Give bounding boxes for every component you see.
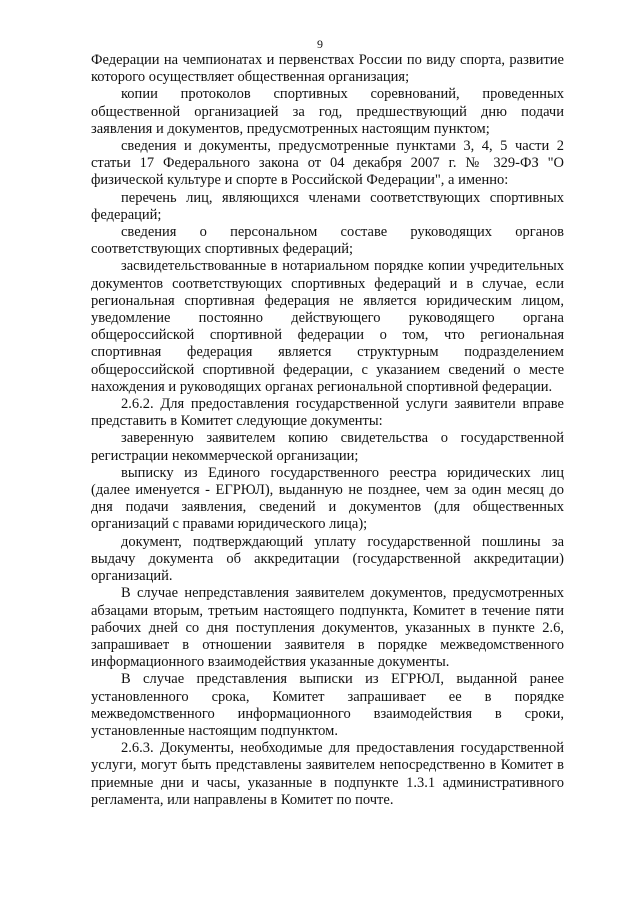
- paragraph-egrul-extract: выписку из Единого государственного реестра юридических лиц (далее именуется - ЕГРЮЛ), выданную не позднее, чем за один месяц до дня подачи заявления, сведений и документов (для общественных организаций с правами юридического лица);: [91, 464, 564, 533]
- paragraph-registration-certificate: заверенную заявителем копию свидетельства о государственной регистрации некоммерческой организации;: [91, 430, 564, 464]
- paragraph-members-list: перечень лиц, являющихся членами соответствующих спортивных федераций;: [91, 189, 564, 223]
- paragraph-egrul-early: В случае представления выписки из ЕГРЮЛ, выданной ранее установленного срока, Комитет запрашивает ее в порядке межведомственного информационного взаимодействия в сроки, установленные настоящим подпунктом.: [91, 671, 564, 739]
- paragraph-notarized-copies: засвидетельствованные в нотариальном порядке копии учредительных документов соответствующих спортивных федераций и в случае, если региональная спортивная федерация не является юридическим лицом, уведомление постоянно действующего руководящего органа общероссийской спортивной федерации о том, что региональная спортивная федерация является структурным подразделением общероссийской спортивной федерации, с указанием сведений о месте нахождения и руководящих органах региональной спортивной федерации.: [91, 258, 564, 395]
- paragraph-non-submission: В случае непредставления заявителем документов, предусмотренных абзацами вторым, третьим настоящего подпункта, Комитет в течение пяти рабочих дней со дня поступления документов, указанных в пункте 2.6, запрашивает в отношении заявителя в порядке межведомственного информационного взаимодействия указанные документы.: [91, 585, 564, 671]
- paragraph-2-6-2: 2.6.2. Для предоставления государственной услуги заявители вправе представить в Комитет следующие документы:: [91, 396, 564, 430]
- paragraph-law-329-fz-info: сведения и документы, предусмотренные пунктами 3, 4, 5 части 2 статьи 17 Федерального закона от 04 декабря 2007 г. № 329-ФЗ "О физической культуре и спорте в Российской Федерации", а именно:: [91, 138, 564, 189]
- page-number: 9: [317, 37, 323, 51]
- paragraph-federation-championships: Федерации на чемпионатах и первенствах России по виду спорта, развитие которого осуществляет общественная организация;: [91, 52, 564, 86]
- paragraph-competition-protocols: копии протоколов спортивных соревнований, проведенных общественной организацией за год, предшествующий дню подачи заявления и документов, предусмотренных настоящим пунктом;: [91, 86, 564, 137]
- paragraph-state-fee: документ, подтверждающий уплату государственной пошлины за выдачу документа об аккредитации (государственной аккредитации) организаций.: [91, 533, 564, 585]
- paragraph-governing-bodies: сведения о персональном составе руководящих органов соответствующих спортивных федераций;: [91, 224, 564, 258]
- document-body: [91, 52, 564, 809]
- paragraph-2-6-3: 2.6.3. Документы, необходимые для предоставления государственной услуги, могут быть представлены заявителем непосредственно в Комитет в приемные дни и часы, указанные в подпункте 1.3.1 административного регламента, или направлены в Комитет по почте.: [91, 740, 564, 808]
